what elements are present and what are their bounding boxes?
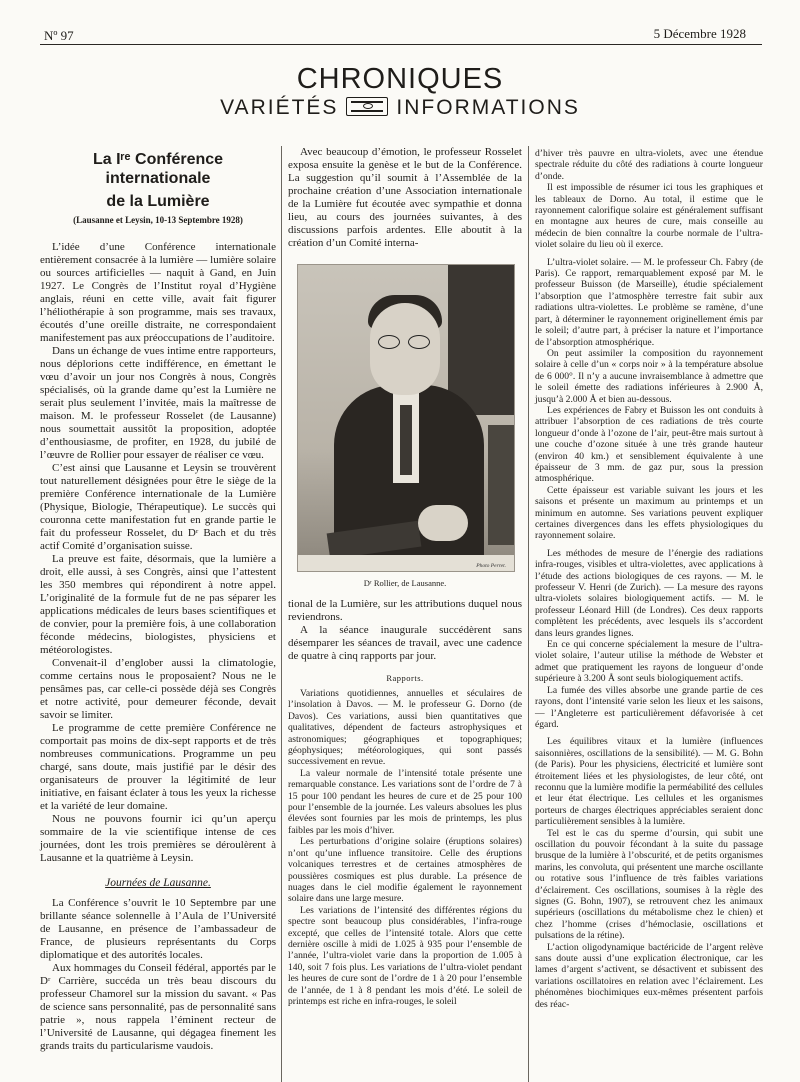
paragraph: La fumée des villes absorbe une grande partie de ces rayons, dont l’intensité varie selon les lieux et les saisons, — l’Angleterre est particulièrement défavorisée à cet égard. xyxy=(535,684,763,730)
ornament-icon xyxy=(346,97,388,116)
photo-credit: Photo Perret. xyxy=(476,563,506,569)
masthead-subtitle xyxy=(0,96,800,120)
masthead-left: VARIÉTÉS xyxy=(220,96,339,119)
paragraph: On peut assimiler la composition du rayonnement solaire à celle d’un « corps noir » à la température absolue de 6 000°. Il n’y a aucune invraisemblance à admettre que le soleil émette des radiations inférieures à 2.900 Å, jusqu’à 2.000 Å et bien au-dessous. xyxy=(535,347,763,405)
paragraph: A la séance inaugurale succédèrent sans désemparer les séances de travail, avec une cadence de quatre à cinq rapports par jour. xyxy=(288,624,522,662)
paragraph: Les méthodes de mesure de l’énergie des radiations infra-rouges, visibles et ultra-violettes, avec applications à l’étude des actions biologiques de ces rayons. — M. le professeur V. Henri (de Zurich). — La mesure des rayons ultra-violets solaires biologiquement actifs. — M. le professeur Léonard Hill (de Londres). Ces deux rapports complètent les précédents, avec lesquels ils s’accordent dans leurs grandes lignes. xyxy=(535,547,763,639)
paragraph: En ce qui concerne spécialement la mesure de l’ultra-violet solaire, l’auteur utilise la méthode de Webster et admet que pratiquement les rayons de longueur d’onde supérieure à 3.200 Å sont seuls biologiquement actifs. xyxy=(535,639,763,685)
paragraph: L’action oligodynamique bactéricide de l’argent relève sans doute aussi d’une explication électronique, car les lames d’argent s’activent, se désactivent et subissent des variations oscillatoires en relation avec l’éclairement. Les phénomènes biochimiques eux-mêmes présentent parfois des réac- xyxy=(535,941,763,1010)
masthead-right: INFORMATIONS xyxy=(396,96,580,119)
paragraph: Les perturbations d’origine solaire (éruptions solaires) n’ont qu’une influence transitoire. Celle des éruptions volcaniques terrestres et de certaines atmosphères de poussières cosmiques est plus durable. La présence de nuages dans le ciel modifie également le rayonnement solaire dans une large mesure. xyxy=(288,836,522,905)
column-2 xyxy=(288,146,522,1007)
issue-number: Nº 97 xyxy=(44,28,74,43)
paragraph: d’hiver très pauvre en ultra-violets, avec une étendue spectrale réduite du côté des radiations à courte longueur d’onde. xyxy=(535,148,763,182)
paragraph: La preuve est faite, désormais, que la lumière a droit, elle aussi, à ses Congrès, ainsi que l’attestent les 350 membres qui répondirent à notre appel. L’originalité de la formule fut de ne pas séparer les applications médicales de leurs bases scientifiques et de convier, pour la première fois, à une collaboration féconde médecins, biologistes, physiciens et météorologistes. xyxy=(40,553,276,656)
article-title-line2: de la Lumière xyxy=(106,193,210,210)
paragraph: Variations quotidiennes, annuelles et séculaires de l’insolation à Davos. — M. le professeur G. Dorno (de Davos). Ces variations, aussi bien quantitatives que qualitatives, dépendent de facteurs astrophysiques et astronomiques; géographiques et topographiques; géophysiques; météorologiques, qui sont passés successivement en revue. xyxy=(288,688,522,768)
article-title-line1: La Iʳᵉ Conférence internationale xyxy=(92,151,224,187)
paragraph: Il est impossible de résumer ici tous les graphiques et les tableaux de Dorno. Au total, il estime que le rayonnement calorifique solaire est généralement suffisant en montagne aux heures de cure, mais conseille au médecin de bien connaître la courbe normale de l’ultra-violet solaire du lieu où il exerce. xyxy=(535,182,763,251)
paragraph: Les variations de l’intensité des différentes régions du spectre sont beaucoup plus considérables, l’infra-rouge excepté, que celles de l’intensité totale. Alors que cette dernière oscille à midi de 1.025 à 935 pour l’ensemble de l’année, l’ultra-violet varie dans la proportion de 1.005 à 140, soit 7 fois plus. Les variations de l’ultra-violet pendant les heures de cure sont de l’ordre de 1 à 20 pour l’ensemble de l’année, de 1 à 8 pendant les mois d’été. Le soleil de printemps est riche en infra-rouges, le soleil xyxy=(288,904,522,1007)
paragraph: Aux hommages du Conseil fédéral, apportés par le Dʳ Carrière, succéda un très beau discours du professeur Chamorel sur la mission du savant. « Pas de science sans personnalité, pas de personnalité sans patrie », nous rappela l’éminent recteur de l’Université de Lausanne, qui dégagea finement les grands traits du particularisme vaudois. xyxy=(40,962,276,1052)
paragraph: Le programme de cette première Conférence ne comportait pas moins de dix-sept rapports et de très nombreuses communications. Programme un peu chargé, sans doute, mais justifié par le désir des organisateurs de prouver la légitimité de leur initiative, en faisant éclater à tous les yeux la richesse et la variété de leur domaine. xyxy=(40,722,276,812)
portrait-photo xyxy=(297,264,515,572)
column-1 xyxy=(40,146,276,1053)
paragraph: Avec beaucoup d’émotion, le professeur Rosselet exposa ensuite la genèse et le but de la Conférence. La suggestion qu’il soumit à l’Assemblée de la prochaine création d’une Association internationale de la Lumière fut écoutée avec sympathie et donna lieu, au cours des journées suivantes, à des discussions parfois ardentes. Elle aboutit à la création d’un Comité interna- xyxy=(288,146,522,249)
column-rule xyxy=(281,146,282,1082)
column-rule xyxy=(528,146,529,1082)
col1-body xyxy=(40,241,276,865)
section-heading: Journées de Lausanne. xyxy=(105,877,211,889)
issue-date: 5 Décembre 1928 xyxy=(653,26,746,41)
paragraph: La Conférence s’ouvrit le 10 Septembre par une brillante séance solennelle à l’Aula de l’Université de Lausanne, en présence de l’ambassadeur de France, de plusieurs représentants du Corps diplomatique et des autorités locales. xyxy=(40,897,276,961)
header-rule xyxy=(40,44,762,45)
paragraph: La valeur normale de l’intensité totale présente une remarquable constance. Les variations sont de l’ordre de 7 à 15 pour 100 pendant les heures de cure et de 25 pour 100 pour l’ensemble de la journée. Les valeurs absolues les plus élevées sont fournies par les mois de printemps, les plus faibles par les mois d’hiver. xyxy=(288,767,522,836)
paragraph: L’ultra-violet solaire. — M. le professeur Ch. Fabry (de Paris). Ce rapport, remarquablement exposé par M. le professeur Buisson (de Marseille), étudie spécialement l’absorption que l’atmosphère terrestre fait subir aux radiations ultra-violettes. Le problème se ramène, d’une part, à déterminer le rayonnement originellement émis par le soleil; d’autre part, à préciser la nature et l’importance de l’absorption atmosphérique. xyxy=(535,256,763,348)
column-3 xyxy=(535,148,763,1010)
paragraph: C’est ainsi que Lausanne et Leysin se trouvèrent tout naturellement désignées pour être le siège de la première Conférence internationale de la Lumière (Physique, Biologie, Thérapeutique). Le succès qui couronna cette manifestation fut en grande partie le fait du professeur Rosselet, du Dʳ Bach et du très actif Comité d’organisation suisse. xyxy=(40,462,276,552)
paragraph: Les expériences de Fabry et Buisson les ont conduits à attribuer l’absorption de ces radiations de très courte longueur d’onde à l’ozone de l’air, peut-être mais surtout à une couche d’ozone située à une très grande hauteur (environ 40 km.) et sensiblement équivalente à une épaisseur de 3 mm. de gaz pur, sous la pression atmosphérique. xyxy=(535,404,763,485)
paragraph: Les équilibres vitaux et la lumière (influences saisonnières, oscillations de la sensibilité). — M. G. Bohn (de Paris). Pour les physiciens, électricité et lumière sont étroitement liées et les physiologistes, de leur côté, ont reconnu que la lumière modifie la perméabilité des cellules et leur état électrique. Les cellules et les organismes porteurs de charges électriques appréciables seraient donc particulièrement sensibles à la lumière. xyxy=(535,736,763,828)
article-subtitle: (Lausanne et Leysin, 10-13 Septembre 1928) xyxy=(73,215,243,225)
paragraph: Dans un échange de vues intime entre rapporteurs, nous déplorions cette indifférence, en émettant le vœu d’avoir un jour nos Congrès à nous, Congrès spécialisés, où la grande dame qu’est la Lumière ne serait plus seulement l’invitée, mais la maîtresse de maison. M. le professeur Rosselet (de Lausanne) nous soumettait aussitôt la proposition, adoptée d’enthousiasme, de profiter, en 1928, du jubilé de l’œuvre de Rollier pour essayer de réaliser ce vœu. xyxy=(40,345,276,461)
paragraph: Tel est le cas du sperme d’oursin, qui subit une oscillation du pouvoir fécondant à la suite du passage brusque de la lumière à l’obscurité, et de petits organismes marins, les convoluta, qui présentent une marche oscillante ou rotative sous l’influence de très faibles variations d’éclairement. Ces oscillations, soumises à la règle des signes (G. Bohn, 1907), se retrouvent chez les animaux supérieurs (oscillations du métabolisme chez le chien) et chez l’homme (crises d’hémoclasie, oscillations et pulsations de la rétine). xyxy=(535,827,763,942)
paragraph: Cette épaisseur est variable suivant les jours et les saisons et présente un maximum au printemps et un minimum en automne. Ses variations peuvent expliquer certaines divergences dans les effets physiologiques du rayonnement solaire. xyxy=(535,484,763,542)
paragraph: Convenait-il d’englober aussi la climatologie, comme certains nous le proposaient? Nous ne le pensâmes pas, car celle-ci possède déjà ses Congrès et notre activité, pour demeurer féconde, devait savoir se limiter. xyxy=(40,657,276,721)
photo-caption: Dʳ Rollier, de Lausanne. xyxy=(363,578,447,588)
paragraph: L’idée d’une Conférence internationale entièrement consacrée à la lumière — lumière solaire ou sources artificielles — naquit à Gand, en Juin 1927. Le Congrès de l’Institut royal d’Hygiène anglais, réuni en cette ville, avait fait figurer l’héliothérapie à son programme, mais ses travaux, écoutés d’une oreille distraite, ne correspondaient manifestement pas aux préoccupations de l’auditoire. xyxy=(40,241,276,344)
rapports-heading: Rapports. xyxy=(386,673,424,683)
paragraph: tional de la Lumière, sur les attributions duquel nous reviendrons. xyxy=(288,598,522,623)
masthead-title: CHRONIQUES xyxy=(296,63,504,95)
paragraph: Nous ne pouvons fournir ici qu’un aperçu sommaire de la vie scientifique intense de ces journées, dont les trois premières se déroulèrent à Lausanne et la quatrième à Leysin. xyxy=(40,813,276,864)
